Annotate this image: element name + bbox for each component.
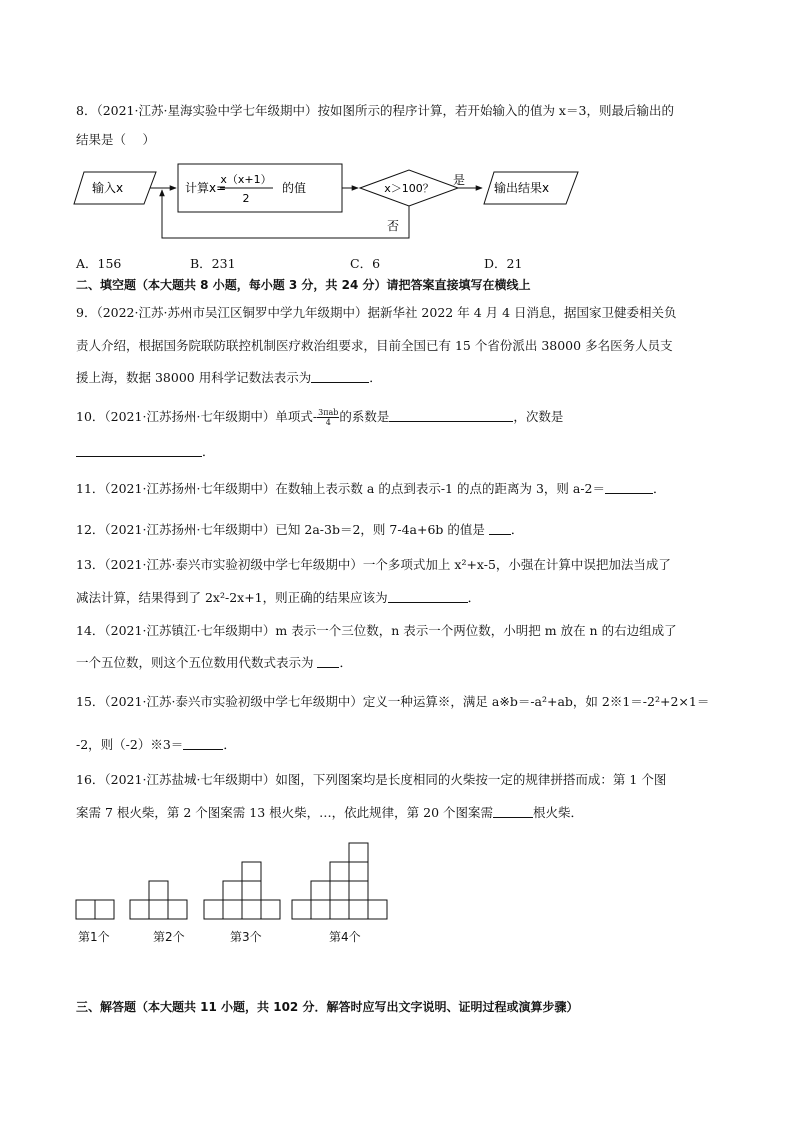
q11-period: ． bbox=[653, 481, 666, 496]
flow-calc-suffix: 的值 bbox=[282, 181, 307, 195]
q16-caption-2: 第2个 bbox=[153, 930, 185, 944]
section-3-heading: 三、解答题（本大题共 11 小题，共 102 分．解答时应写出文字说明、证明过程或演算步骤） bbox=[76, 1000, 579, 1014]
q15-text: -2，则（-2）※3＝ bbox=[76, 737, 184, 752]
flow-calc-prefix: 计算x= bbox=[185, 181, 227, 195]
q10-period: ． bbox=[202, 444, 215, 459]
q16-caption-4: 第4个 bbox=[329, 930, 361, 944]
q15-period: ． bbox=[223, 737, 236, 752]
q14-period: ． bbox=[339, 655, 352, 670]
q12-text: 12．（2021·江苏扬州·七年级期中）已知 2a-3b＝2，则 7-4a+6b 的值是 bbox=[76, 522, 489, 537]
q8-stem-line1: 8．（2021·江苏·星海实验中学七年级期中）按如图所示的程序计算，若开始输入的值为 x＝3，则最后输出的 bbox=[76, 103, 674, 118]
q9-answer-blank[interactable] bbox=[311, 370, 369, 383]
q14-text: 一个五位数，则这个五位数用代数式表示为 bbox=[76, 655, 318, 670]
q12-line bbox=[76, 522, 523, 538]
pattern-2 bbox=[130, 881, 187, 919]
q16-line2 bbox=[76, 805, 583, 821]
pattern-3 bbox=[204, 862, 280, 919]
q10-fraction bbox=[317, 408, 339, 427]
q10-text-a: 10．（2021·江苏扬州·七年级期中）单项式- bbox=[76, 409, 318, 424]
q8-option-c: C．6 bbox=[350, 256, 381, 271]
q9-period: ． bbox=[369, 370, 382, 385]
q16-matchstick-figure bbox=[70, 838, 400, 922]
q8-option-b: B．231 bbox=[190, 256, 236, 271]
pattern-4 bbox=[292, 843, 387, 919]
q8-flowchart bbox=[70, 158, 590, 244]
flow-decision-diamond bbox=[360, 170, 458, 206]
q15-line1: 15．（2021·江苏·泰兴市实验初级中学七年级期中）定义一种运算※，满足 a※b＝-a²+ab，如 2※1＝-2²+2×1＝ bbox=[76, 694, 710, 709]
q9-line3-text: 援上海，数据 38000 用科学记数法表示为 bbox=[76, 370, 312, 385]
q13-answer-blank[interactable] bbox=[388, 590, 468, 603]
q16-caption-1: 第1个 bbox=[78, 930, 110, 944]
flow-output-label: 输出结果x bbox=[494, 181, 550, 195]
q11-text: 11．（2021·江苏扬州·七年级期中）在数轴上表示数 a 的点到表示-1 的点的距离为 3，则 a-2＝ bbox=[76, 481, 605, 496]
q16-line1: 16．（2021·江苏盐城·七年级期中）如图，下列图案均是长度相同的火柴按一定的规律拼搭而成：第 1 个图 bbox=[76, 772, 667, 787]
q10-answer-blank-2[interactable] bbox=[76, 444, 202, 457]
q12-period: ． bbox=[510, 522, 524, 537]
q12-answer-blank[interactable] bbox=[489, 522, 511, 535]
q11-answer-blank[interactable] bbox=[605, 481, 653, 494]
q16-answer-blank[interactable] bbox=[493, 805, 533, 818]
q9-line2: 责人介绍，根据国务院联防联控机制医疗救治组要求，目前全国已有 15 个省份派出 38000 多名医务人员支 bbox=[76, 338, 673, 353]
flow-no-label: 否 bbox=[387, 219, 400, 233]
flow-yes-label: 是 bbox=[453, 173, 466, 187]
q10-frac-num: 3πab bbox=[318, 408, 339, 417]
q11-line bbox=[76, 481, 666, 497]
q13-text: 减法计算，结果得到了 2x²-2x+1，则正确的结果应该为 bbox=[76, 590, 388, 605]
q13-line2 bbox=[76, 590, 480, 606]
q14-line1: 14．（2021·江苏镇江·七年级期中）m 表示一个三位数，n 表示一个两位数，小明把 m 放在 n 的右边组成了 bbox=[76, 623, 677, 638]
flow-input-box bbox=[74, 172, 156, 204]
flow-calc-frac-num: x（x+1） bbox=[220, 173, 272, 186]
flow-input-label: 输入x bbox=[92, 181, 124, 195]
q9-line1: 9．（2022·江苏·苏州市吴江区铜罗中学九年级期中）据新华社 2022 年 4 月 4 日消息，据国家卫健委相关负 bbox=[76, 305, 677, 320]
pattern-1 bbox=[76, 900, 114, 919]
q13-line1: 13．（2021·江苏·泰兴市实验初级中学七年级期中）一个多项式加上 x²+x-5，小强在计算中误把加法当成了 bbox=[76, 557, 671, 572]
q10-frac-den: 4 bbox=[325, 418, 331, 427]
flow-calc-box bbox=[178, 164, 342, 212]
q16-caption-3: 第3个 bbox=[230, 930, 262, 944]
q14-answer-blank[interactable] bbox=[317, 655, 339, 668]
flow-output-box bbox=[484, 172, 578, 204]
flow-loop-line bbox=[162, 190, 409, 238]
q15-line2 bbox=[76, 737, 236, 753]
q8-option-a: A．156 bbox=[76, 256, 122, 271]
section-2-heading: 二、填空题（本大题共 8 小题，每小题 3 分，共 24 分）请把答案直接填写在横线上 bbox=[76, 278, 531, 292]
q9-line3 bbox=[76, 370, 382, 386]
q10-text-c: ，次数是 bbox=[513, 409, 564, 424]
q10-line1 bbox=[76, 408, 563, 427]
flow-cond-label: x＞100？ bbox=[384, 182, 434, 195]
q14-line2 bbox=[76, 655, 352, 671]
q10-line2 bbox=[76, 444, 215, 460]
q8-option-d: D．21 bbox=[484, 256, 523, 271]
q8-stem-line2: 结果是（ ） bbox=[76, 132, 155, 147]
q10-answer-blank-1[interactable] bbox=[389, 409, 513, 422]
q10-text-b: 的系数是 bbox=[339, 409, 390, 424]
q16-text: 案需 7 根火柴，第 2 个图案需 13 根火柴，…，依此规律，第 20 个图案需 bbox=[76, 805, 494, 820]
q13-period: ． bbox=[467, 590, 481, 605]
q16-tail: 根火柴． bbox=[533, 805, 584, 820]
q15-answer-blank[interactable] bbox=[183, 737, 223, 750]
flow-calc-frac-den: 2 bbox=[242, 192, 250, 205]
